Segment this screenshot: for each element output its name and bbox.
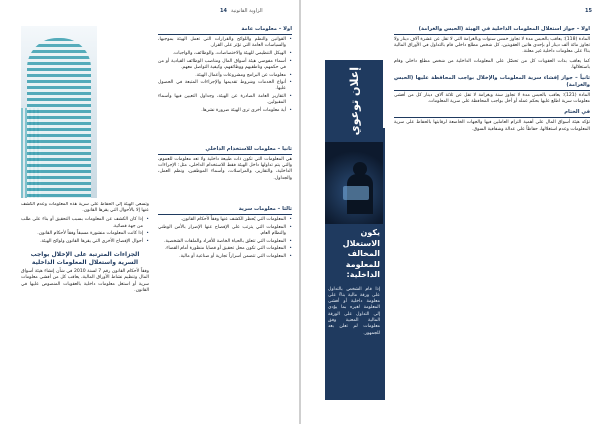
internal-info-title: ثانياً – معلومات للاستخدام الداخلي: [158, 146, 292, 155]
left-page-col-internal: [158, 146, 292, 202]
right-page-header: [308, 6, 592, 16]
accent-stripe: [383, 128, 385, 400]
left-header-section: الزاوية القانونية: [230, 8, 263, 14]
person-laptop-photo-icon: [325, 142, 383, 224]
conclusion-title: في الختام: [394, 109, 590, 118]
article-118-body: المادة (118): يعاقب بالحبس مدة لا تجاوز خمس سنوات وبالغرامة التي لا تقل عن عشرة آلاف دينار ولا تجاوز مائة ألف دينار أو بإحدى هاتين العقوبتين، كل شخص مطلع داخلي قام بالتداول في الأوراق المالية بناءً على معلومات داخلية غير معلنة.: [394, 37, 590, 55]
list-item: • أية معلومات أخرى ترى الهيئة ضرورة نشرها.: [158, 108, 292, 114]
definition-callout: [325, 224, 383, 400]
left-page-number: 14: [220, 8, 227, 14]
list-item: • أنواع الخدمات وشروط تقديمها والإجراءات المتبعة في الحصول عليها.: [158, 80, 292, 92]
right-page-col: [394, 26, 590, 406]
list-item: • أسماء مفوضي هيئة أسواق المال ومناصب الوظائف القيادية أو من في حكمهم، وناطقيهم ووظائفهم، وكيفية التواصل معهم.: [158, 59, 292, 71]
list-item: • المعلومات التي تكون محل تحقيق أو قضايا منظورة أمام القضاء.: [158, 246, 292, 252]
article-121-body: المادة (121): يعاقب بالحبس مدة لا تجاوز سنة وبغرامة لا تقل عن ثلاثة آلاف دينار كل من أفشى معلومات سرية اطلع عليها بحكم عمله أو أخل بواجب المحافظة على سرية المعلومات.: [394, 93, 590, 105]
exceptions-list: [21, 217, 149, 245]
misuse-penalty-title: أولاً – جواز استغلال المعلومات الداخلية في الهيئة (الحبس والغرامة): [394, 26, 590, 35]
penalties-section-body: وفقاً لأحكام القانون رقم 7 لسنة 2010 في شأن إنشاء هيئة أسواق المال وتنظيم نشاط الأوراق المالية، يعاقب كل من أفشى معلومات سرية أو استغل معلومات داخلية بالعقوبات المنصوص عليها في القانون.: [21, 269, 149, 293]
disclosure-penalty-title: ثانياً – جواز إفشاء سرية المعلومات والإخلال بواجب المحافظة عليها (الحبس والغرامة): [394, 75, 590, 91]
general-info-title: أولاً – معلومات عامة: [158, 26, 292, 35]
article-118-extra: كما يعاقب بذات العقوبات كل من تحصّل على المعلومات الداخلية من شخص مطلع داخلي وقام باستغلالها.: [394, 58, 590, 70]
list-item: • المعلومات التي يترتب على الإفصاح عنها الإضرار بالأمن الوطني والنظام العام.: [158, 225, 292, 237]
list-item: • المعلومات التي تتضمن أسراراً تجارية أو صناعية أو مالية.: [158, 254, 292, 260]
list-item: • الهيكل التنظيمي للهيئة والاختصاصات، والوظائف، والواجبات.: [158, 51, 292, 57]
awareness-banner: [325, 60, 383, 142]
conclusion-body: تؤكد هيئة أسواق المال على أهمية التزام العاملين فيها والجهات الخاضعة لرقابتها بالحفاظ على سرية المعلومات وعدم استغلالها، حفاظاً على عدالة وشفافية السوق.: [394, 120, 590, 132]
list-item: • معلومات عن البرامج ومشروعات وأعمال الهيئة.: [158, 73, 292, 79]
penalties-section-title: الجزاءات المترتبة على الإخلال بواجب السرية واستغلال المعلومات الداخلية: [30, 251, 140, 267]
page-gutter: [299, 0, 301, 424]
callout-title: يكون الاستغلال المخالف للمعلومة الداخلية:: [342, 228, 380, 279]
secrecy-body: وتسعى الهيئة إلى الحفاظ على سرية هذه المعلومات وعدم الكشف عنها إلا بالأحوال التي يقرها القانون.: [21, 202, 149, 214]
secret-info-title: ثالثاً – معلومات سرية: [158, 206, 292, 215]
list-item: • المعلومات التي يُحظر الكشف عنها وفقاً لأحكام القانون.: [158, 217, 292, 223]
banner-title: إعلان توعوي: [347, 66, 361, 136]
left-page-header: [220, 6, 263, 16]
building-photo-icon: [21, 26, 97, 198]
secret-info-list: [158, 217, 292, 260]
list-item: • أحوال الإفصاح الأخرى التي يقرها القانون ولوائح الهيئة.: [21, 239, 149, 245]
left-page-col-penalties: [21, 202, 149, 406]
list-item: • المعلومات التي تتعلق بالحياة الخاصة للأفراد والملفات الشخصية.: [158, 239, 292, 245]
left-page-col-general: [158, 26, 292, 142]
internal-info-body: هي المعلومات التي تكون ذات طبيعة داخلية ولا تعد معلومات للعموم، والتي يتم تداولها داخل الهيئة فقط للاستخدام الداخلي، مثل: الإجراءات الداخلية، والتقارير، والمراسلات، وأسماء الموظفين، ونظم العمل، والجداول.: [158, 157, 292, 181]
general-info-list: [158, 37, 292, 114]
callout-body: إذا قام الشخص بالتداول على ورقة مالية بناءً على معلومة داخلية أو أفشى المعلومة لغيره بما يؤدي إلى التداول على الورقة المالية المعنية وفق معلومات لم تعلن بعد للجمهور.: [328, 286, 380, 336]
right-page-number: 15: [585, 8, 592, 14]
left-page-col-secret: [158, 206, 292, 406]
list-item: • إذا كانت المعلومات منشورة مسبقاً وفقاً لأحكام القانون.: [21, 231, 149, 237]
list-item: • التقارير العامة الصادرة عن الهيئة، وجداول التعيين فيها وأسماء المقبولين.: [158, 94, 292, 106]
list-item: • القوانين والنظم واللوائح والقرارات التي تعمل الهيئة بموجبها، والسياسات العامة التي تؤثر على القرار.: [158, 37, 292, 49]
list-item: • إذا كان الكشف عن المعلومات بسبب التحقيق أو بناء على طلب من جهة قضائية.: [21, 217, 149, 229]
